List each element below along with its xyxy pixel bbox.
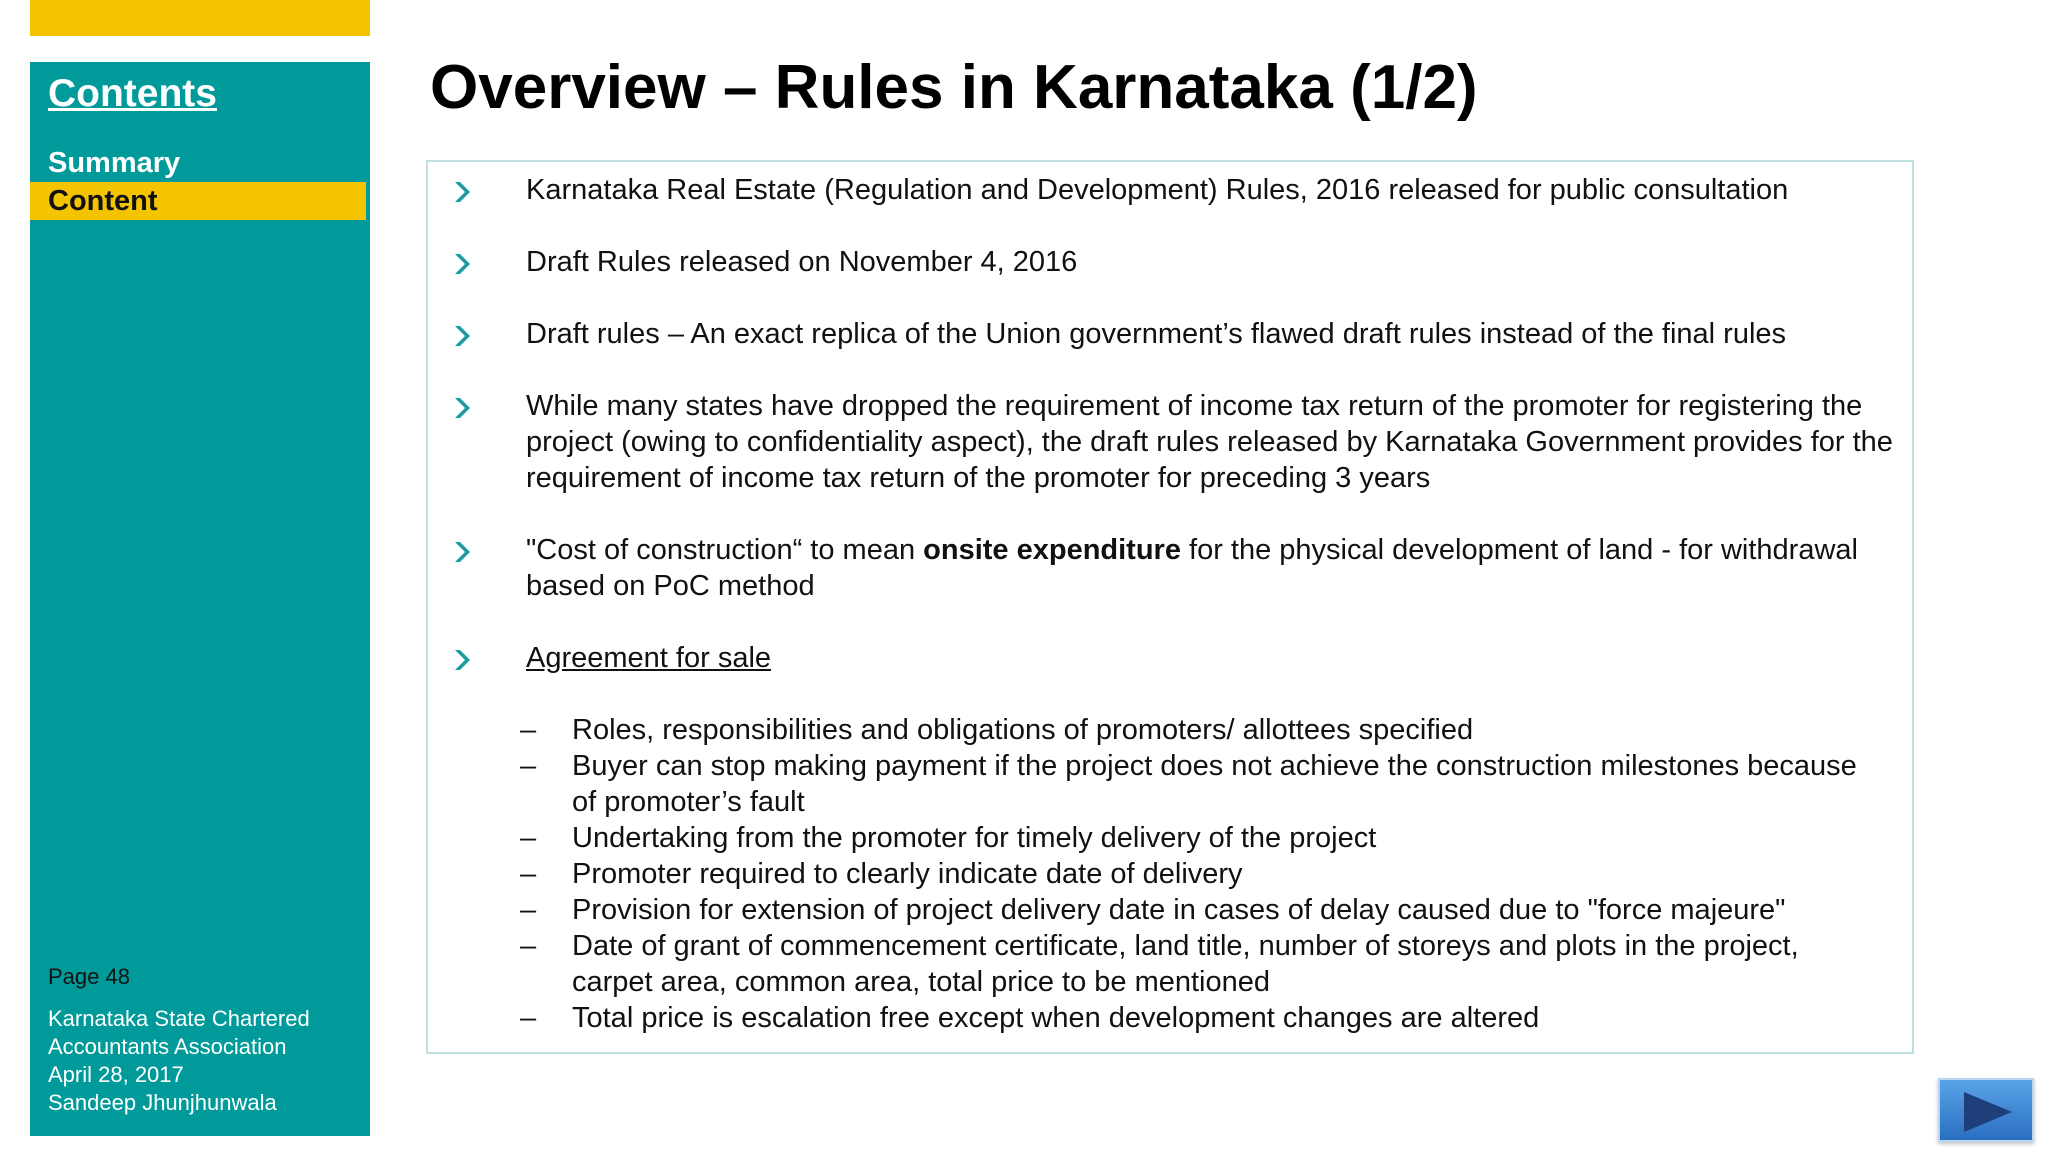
chevron-right-icon xyxy=(450,396,474,420)
bullet-text-post: for the physical development of land - for withdrawal based on PoC method xyxy=(526,534,1858,602)
chevron-right-icon xyxy=(450,648,474,672)
footer-line: Sandeep Jhunjhunwala xyxy=(48,1090,277,1115)
sub-bullet-text: Promoter required to clearly indicate date of delivery xyxy=(572,858,1243,890)
sub-bullet-text: Buyer can stop making payment if the project does not achieve the construction milestones because of promoter’s fault xyxy=(572,750,1857,818)
agreement-for-sale-link[interactable]: Agreement for sale xyxy=(526,642,772,674)
play-next-icon xyxy=(1960,1090,2016,1134)
slide-title: Overview – Rules in Karnataka (1/2) xyxy=(430,53,1478,122)
sidebar-contents-link[interactable]: Contents xyxy=(48,72,217,115)
bullet-text xyxy=(526,532,1896,604)
chevron-right-icon xyxy=(450,324,474,348)
next-slide-button[interactable] xyxy=(1938,1078,2034,1142)
sub-bullet-text: Total price is escalation free except when development changes are altered xyxy=(572,1002,1540,1034)
dash-marker: – xyxy=(520,714,537,746)
bullet-text: Draft Rules released on November 4, 2016 xyxy=(526,246,1078,278)
dash-marker: – xyxy=(520,750,537,782)
bullet-text-bold: onsite expenditure xyxy=(923,534,1181,566)
footer-line: Accountants Association xyxy=(48,1034,287,1059)
footer-line: April 28, 2017 xyxy=(48,1062,184,1087)
content-box xyxy=(426,160,1914,1054)
bullet-text: While many states have dropped the requirement of income tax return of the promoter for registering the project (owing to confidentiality aspect), the draft rules released by Karnataka Government provides for the requirement of income tax return of the promoter for preceding 3 years xyxy=(526,390,1893,494)
dash-marker: – xyxy=(520,1002,537,1034)
bullet-text-pre: "Cost of construction“ to mean xyxy=(526,534,924,566)
dash-marker: – xyxy=(520,858,537,890)
sidebar xyxy=(30,62,370,1136)
chevron-right-icon xyxy=(450,180,474,204)
footer-line: Karnataka State Chartered xyxy=(48,1006,310,1031)
sub-bullet-text: Roles, responsibilities and obligations of promoters/ allottees specified xyxy=(572,714,1474,746)
sub-bullet-text: Undertaking from the promoter for timely delivery of the project xyxy=(572,822,1377,854)
sub-bullet-text: Date of grant of commencement certificate, land title, number of storeys and plots in the project, carpet area, common area, total price to be mentioned xyxy=(572,930,1799,998)
bullet-text: Karnataka Real Estate (Regulation and Development) Rules, 2016 released for public consultation xyxy=(526,174,1789,206)
sidebar-item-content[interactable]: Content xyxy=(30,182,366,220)
dash-marker: – xyxy=(520,894,537,926)
chevron-right-icon xyxy=(450,252,474,276)
page-number: Page 48 xyxy=(48,964,130,989)
dash-marker: – xyxy=(520,930,537,962)
sidebar-item-summary[interactable]: Summary xyxy=(48,147,181,179)
sidebar-footer xyxy=(48,1005,310,1117)
dash-marker: – xyxy=(520,822,537,854)
top-accent-bar xyxy=(30,0,370,36)
chevron-right-icon xyxy=(450,540,474,564)
bullet-text: Draft rules – An exact replica of the Union government’s flawed draft rules instead of the final rules xyxy=(526,318,1787,350)
sub-bullet-text: Provision for extension of project delivery date in cases of delay caused due to "force majeure" xyxy=(572,894,1786,926)
